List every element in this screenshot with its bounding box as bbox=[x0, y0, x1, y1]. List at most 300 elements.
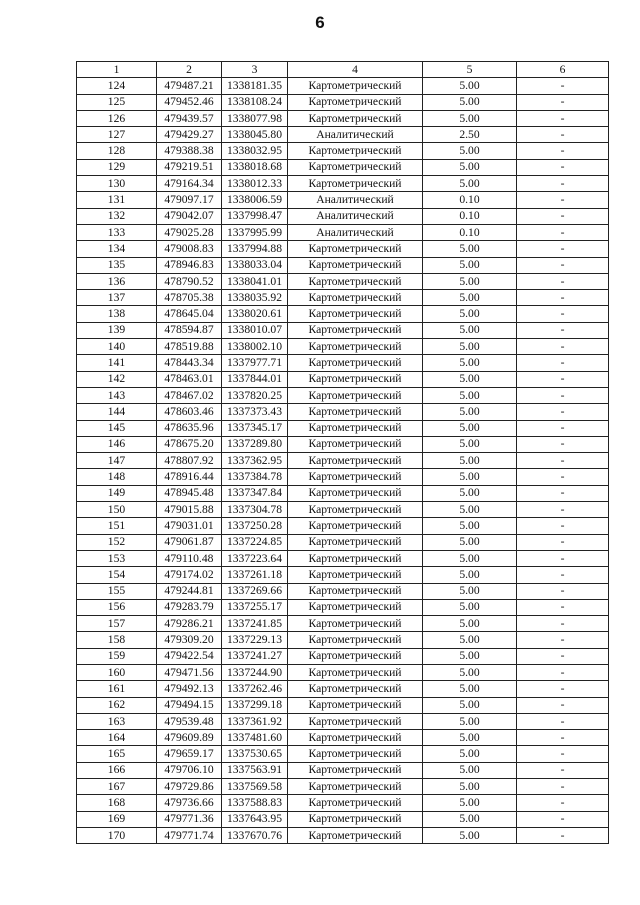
column-header-6: 6 bbox=[517, 62, 609, 78]
cell-accuracy: 5.00 bbox=[423, 387, 517, 403]
cell-method: Аналитический bbox=[288, 192, 423, 208]
cell-point-number: 144 bbox=[77, 404, 157, 420]
cell-accuracy: 5.00 bbox=[423, 583, 517, 599]
cell-method: Картометрический bbox=[288, 159, 423, 175]
cell-point-number: 143 bbox=[77, 387, 157, 403]
cell-y-coordinate: 1337563.91 bbox=[222, 762, 288, 778]
cell-y-coordinate: 1337481.60 bbox=[222, 730, 288, 746]
table-row bbox=[77, 616, 609, 632]
cell-accuracy: 5.00 bbox=[423, 648, 517, 664]
cell-note: - bbox=[517, 485, 609, 501]
cell-method: Аналитический bbox=[288, 127, 423, 143]
cell-point-number: 139 bbox=[77, 322, 157, 338]
cell-x-coordinate: 478467.02 bbox=[157, 387, 222, 403]
table-row bbox=[77, 404, 609, 420]
cell-accuracy: 5.00 bbox=[423, 697, 517, 713]
table-row bbox=[77, 453, 609, 469]
cell-method: Картометрический bbox=[288, 550, 423, 566]
page-number: 6 bbox=[315, 13, 325, 32]
cell-point-number: 140 bbox=[77, 339, 157, 355]
cell-y-coordinate: 1337362.95 bbox=[222, 453, 288, 469]
cell-x-coordinate: 478790.52 bbox=[157, 273, 222, 289]
cell-accuracy: 5.00 bbox=[423, 713, 517, 729]
cell-accuracy: 5.00 bbox=[423, 339, 517, 355]
cell-accuracy: 5.00 bbox=[423, 567, 517, 583]
cell-y-coordinate: 1338033.04 bbox=[222, 257, 288, 273]
cell-note: - bbox=[517, 208, 609, 224]
table-row bbox=[77, 241, 609, 257]
cell-y-coordinate: 1338181.35 bbox=[222, 78, 288, 94]
cell-x-coordinate: 479283.79 bbox=[157, 599, 222, 615]
table-row bbox=[77, 159, 609, 175]
cell-note: - bbox=[517, 795, 609, 811]
cell-accuracy: 5.00 bbox=[423, 518, 517, 534]
cell-note: - bbox=[517, 290, 609, 306]
cell-point-number: 158 bbox=[77, 632, 157, 648]
cell-note: - bbox=[517, 78, 609, 94]
cell-point-number: 147 bbox=[77, 453, 157, 469]
cell-y-coordinate: 1337262.46 bbox=[222, 681, 288, 697]
cell-point-number: 128 bbox=[77, 143, 157, 159]
cell-accuracy: 5.00 bbox=[423, 78, 517, 94]
table-row bbox=[77, 550, 609, 566]
cell-method: Аналитический bbox=[288, 224, 423, 240]
cell-y-coordinate: 1337820.25 bbox=[222, 387, 288, 403]
cell-x-coordinate: 479286.21 bbox=[157, 616, 222, 632]
cell-method: Картометрический bbox=[288, 534, 423, 550]
table-row bbox=[77, 224, 609, 240]
cell-x-coordinate: 479008.83 bbox=[157, 241, 222, 257]
cell-accuracy: 5.00 bbox=[423, 827, 517, 843]
cell-point-number: 156 bbox=[77, 599, 157, 615]
cell-y-coordinate: 1337255.17 bbox=[222, 599, 288, 615]
table-row bbox=[77, 762, 609, 778]
cell-note: - bbox=[517, 273, 609, 289]
table-row bbox=[77, 176, 609, 192]
cell-note: - bbox=[517, 322, 609, 338]
cell-x-coordinate: 478916.44 bbox=[157, 469, 222, 485]
cell-x-coordinate: 479110.48 bbox=[157, 550, 222, 566]
cell-accuracy: 5.00 bbox=[423, 94, 517, 110]
table-row bbox=[77, 78, 609, 94]
table-row bbox=[77, 355, 609, 371]
cell-y-coordinate: 1337670.76 bbox=[222, 827, 288, 843]
table-row bbox=[77, 730, 609, 746]
cell-method: Картометрический bbox=[288, 143, 423, 159]
table-row bbox=[77, 567, 609, 583]
cell-x-coordinate: 478945.48 bbox=[157, 485, 222, 501]
cell-method: Картометрический bbox=[288, 648, 423, 664]
cell-note: - bbox=[517, 339, 609, 355]
cell-y-coordinate: 1337373.43 bbox=[222, 404, 288, 420]
cell-y-coordinate: 1338045.80 bbox=[222, 127, 288, 143]
cell-y-coordinate: 1337977.71 bbox=[222, 355, 288, 371]
table-row bbox=[77, 502, 609, 518]
cell-y-coordinate: 1337244.90 bbox=[222, 664, 288, 680]
cell-x-coordinate: 479061.87 bbox=[157, 534, 222, 550]
cell-method: Картометрический bbox=[288, 827, 423, 843]
cell-y-coordinate: 1337223.64 bbox=[222, 550, 288, 566]
cell-accuracy: 5.00 bbox=[423, 110, 517, 126]
cell-point-number: 154 bbox=[77, 567, 157, 583]
cell-method: Картометрический bbox=[288, 485, 423, 501]
cell-x-coordinate: 479244.81 bbox=[157, 583, 222, 599]
cell-accuracy: 0.10 bbox=[423, 208, 517, 224]
cell-method: Картометрический bbox=[288, 339, 423, 355]
cell-x-coordinate: 478635.96 bbox=[157, 420, 222, 436]
cell-method: Картометрический bbox=[288, 355, 423, 371]
cell-accuracy: 5.00 bbox=[423, 664, 517, 680]
cell-method: Аналитический bbox=[288, 208, 423, 224]
cell-point-number: 152 bbox=[77, 534, 157, 550]
column-header-2: 2 bbox=[157, 62, 222, 78]
cell-method: Картометрический bbox=[288, 795, 423, 811]
cell-x-coordinate: 479174.02 bbox=[157, 567, 222, 583]
cell-y-coordinate: 1338010.07 bbox=[222, 322, 288, 338]
cell-method: Картометрический bbox=[288, 176, 423, 192]
cell-method: Картометрический bbox=[288, 420, 423, 436]
cell-point-number: 142 bbox=[77, 371, 157, 387]
cell-method: Картометрический bbox=[288, 583, 423, 599]
table-row bbox=[77, 779, 609, 795]
table-row bbox=[77, 339, 609, 355]
cell-note: - bbox=[517, 224, 609, 240]
cell-x-coordinate: 479031.01 bbox=[157, 518, 222, 534]
table-row bbox=[77, 795, 609, 811]
cell-note: - bbox=[517, 681, 609, 697]
cell-point-number: 164 bbox=[77, 730, 157, 746]
table-row bbox=[77, 811, 609, 827]
cell-point-number: 137 bbox=[77, 290, 157, 306]
cell-accuracy: 5.00 bbox=[423, 290, 517, 306]
cell-y-coordinate: 1337224.85 bbox=[222, 534, 288, 550]
cell-accuracy: 5.00 bbox=[423, 355, 517, 371]
cell-method: Картометрический bbox=[288, 518, 423, 534]
cell-x-coordinate: 479422.54 bbox=[157, 648, 222, 664]
cell-x-coordinate: 479659.17 bbox=[157, 746, 222, 762]
cell-accuracy: 5.00 bbox=[423, 143, 517, 159]
cell-note: - bbox=[517, 550, 609, 566]
cell-x-coordinate: 478675.20 bbox=[157, 436, 222, 452]
table-row bbox=[77, 599, 609, 615]
cell-method: Картометрический bbox=[288, 713, 423, 729]
cell-point-number: 129 bbox=[77, 159, 157, 175]
cell-point-number: 153 bbox=[77, 550, 157, 566]
cell-note: - bbox=[517, 176, 609, 192]
cell-note: - bbox=[517, 730, 609, 746]
cell-y-coordinate: 1338006.59 bbox=[222, 192, 288, 208]
cell-accuracy: 5.00 bbox=[423, 436, 517, 452]
cell-point-number: 133 bbox=[77, 224, 157, 240]
table-row bbox=[77, 436, 609, 452]
table-row bbox=[77, 664, 609, 680]
table-row bbox=[77, 257, 609, 273]
cell-accuracy: 5.00 bbox=[423, 453, 517, 469]
table-row bbox=[77, 827, 609, 843]
cell-point-number: 168 bbox=[77, 795, 157, 811]
table-row bbox=[77, 713, 609, 729]
table-row bbox=[77, 469, 609, 485]
cell-method: Картометрический bbox=[288, 78, 423, 94]
cell-note: - bbox=[517, 518, 609, 534]
cell-y-coordinate: 1338041.01 bbox=[222, 273, 288, 289]
cell-method: Картометрический bbox=[288, 322, 423, 338]
cell-x-coordinate: 478443.34 bbox=[157, 355, 222, 371]
cell-accuracy: 5.00 bbox=[423, 306, 517, 322]
cell-x-coordinate: 479736.66 bbox=[157, 795, 222, 811]
cell-point-number: 169 bbox=[77, 811, 157, 827]
cell-accuracy: 5.00 bbox=[423, 779, 517, 795]
cell-x-coordinate: 479388.38 bbox=[157, 143, 222, 159]
table-row bbox=[77, 648, 609, 664]
cell-y-coordinate: 1337995.99 bbox=[222, 224, 288, 240]
cell-x-coordinate: 478603.46 bbox=[157, 404, 222, 420]
cell-method: Картометрический bbox=[288, 632, 423, 648]
table-row bbox=[77, 192, 609, 208]
cell-method: Картометрический bbox=[288, 616, 423, 632]
cell-accuracy: 0.10 bbox=[423, 192, 517, 208]
cell-note: - bbox=[517, 143, 609, 159]
cell-point-number: 166 bbox=[77, 762, 157, 778]
cell-x-coordinate: 478594.87 bbox=[157, 322, 222, 338]
cell-accuracy: 5.00 bbox=[423, 485, 517, 501]
column-header-3: 3 bbox=[222, 62, 288, 78]
cell-point-number: 135 bbox=[77, 257, 157, 273]
cell-note: - bbox=[517, 648, 609, 664]
cell-accuracy: 5.00 bbox=[423, 159, 517, 175]
table-row bbox=[77, 387, 609, 403]
cell-method: Картометрический bbox=[288, 371, 423, 387]
cell-y-coordinate: 1338002.10 bbox=[222, 339, 288, 355]
cell-note: - bbox=[517, 127, 609, 143]
cell-method: Картометрический bbox=[288, 697, 423, 713]
cell-y-coordinate: 1337998.47 bbox=[222, 208, 288, 224]
cell-accuracy: 0.10 bbox=[423, 224, 517, 240]
cell-accuracy: 5.00 bbox=[423, 176, 517, 192]
table-row bbox=[77, 746, 609, 762]
cell-point-number: 150 bbox=[77, 502, 157, 518]
cell-method: Картометрический bbox=[288, 779, 423, 795]
cell-point-number: 149 bbox=[77, 485, 157, 501]
cell-note: - bbox=[517, 632, 609, 648]
cell-note: - bbox=[517, 436, 609, 452]
table-row bbox=[77, 94, 609, 110]
cell-x-coordinate: 478705.38 bbox=[157, 290, 222, 306]
cell-accuracy: 5.00 bbox=[423, 420, 517, 436]
cell-accuracy: 5.00 bbox=[423, 681, 517, 697]
cell-y-coordinate: 1338012.33 bbox=[222, 176, 288, 192]
cell-note: - bbox=[517, 110, 609, 126]
cell-method: Картометрический bbox=[288, 567, 423, 583]
cell-note: - bbox=[517, 827, 609, 843]
cell-accuracy: 5.00 bbox=[423, 257, 517, 273]
cell-y-coordinate: 1337289.80 bbox=[222, 436, 288, 452]
cell-note: - bbox=[517, 713, 609, 729]
cell-method: Картометрический bbox=[288, 436, 423, 452]
cell-accuracy: 5.00 bbox=[423, 371, 517, 387]
cell-note: - bbox=[517, 469, 609, 485]
cell-point-number: 127 bbox=[77, 127, 157, 143]
cell-y-coordinate: 1337361.92 bbox=[222, 713, 288, 729]
column-header-1: 1 bbox=[77, 62, 157, 78]
cell-note: - bbox=[517, 387, 609, 403]
table-row bbox=[77, 420, 609, 436]
table-row bbox=[77, 290, 609, 306]
cell-x-coordinate: 479729.86 bbox=[157, 779, 222, 795]
cell-accuracy: 5.00 bbox=[423, 273, 517, 289]
cell-point-number: 162 bbox=[77, 697, 157, 713]
cell-method: Картометрический bbox=[288, 664, 423, 680]
cell-method: Картометрический bbox=[288, 257, 423, 273]
cell-note: - bbox=[517, 355, 609, 371]
cell-note: - bbox=[517, 159, 609, 175]
cell-y-coordinate: 1337241.27 bbox=[222, 648, 288, 664]
cell-method: Картометрический bbox=[288, 273, 423, 289]
cell-y-coordinate: 1337844.01 bbox=[222, 371, 288, 387]
cell-x-coordinate: 479494.15 bbox=[157, 697, 222, 713]
cell-note: - bbox=[517, 811, 609, 827]
cell-x-coordinate: 479771.36 bbox=[157, 811, 222, 827]
cell-note: - bbox=[517, 697, 609, 713]
cell-x-coordinate: 479164.34 bbox=[157, 176, 222, 192]
cell-accuracy: 5.00 bbox=[423, 730, 517, 746]
cell-x-coordinate: 479097.17 bbox=[157, 192, 222, 208]
cell-x-coordinate: 479439.57 bbox=[157, 110, 222, 126]
cell-point-number: 145 bbox=[77, 420, 157, 436]
table-row bbox=[77, 110, 609, 126]
column-header-4: 4 bbox=[288, 62, 423, 78]
cell-y-coordinate: 1337994.88 bbox=[222, 241, 288, 257]
cell-method: Картометрический bbox=[288, 453, 423, 469]
cell-y-coordinate: 1338108.24 bbox=[222, 94, 288, 110]
cell-x-coordinate: 478807.92 bbox=[157, 453, 222, 469]
cell-x-coordinate: 479492.13 bbox=[157, 681, 222, 697]
cell-accuracy: 5.00 bbox=[423, 322, 517, 338]
cell-note: - bbox=[517, 404, 609, 420]
cell-accuracy: 2.50 bbox=[423, 127, 517, 143]
cell-y-coordinate: 1337269.66 bbox=[222, 583, 288, 599]
cell-x-coordinate: 479609.89 bbox=[157, 730, 222, 746]
cell-y-coordinate: 1337345.17 bbox=[222, 420, 288, 436]
cell-point-number: 136 bbox=[77, 273, 157, 289]
cell-x-coordinate: 479487.21 bbox=[157, 78, 222, 94]
cell-point-number: 125 bbox=[77, 94, 157, 110]
cell-x-coordinate: 479015.88 bbox=[157, 502, 222, 518]
cell-x-coordinate: 479219.51 bbox=[157, 159, 222, 175]
cell-accuracy: 5.00 bbox=[423, 632, 517, 648]
cell-method: Картометрический bbox=[288, 681, 423, 697]
cell-y-coordinate: 1337588.83 bbox=[222, 795, 288, 811]
cell-point-number: 157 bbox=[77, 616, 157, 632]
cell-point-number: 159 bbox=[77, 648, 157, 664]
cell-point-number: 170 bbox=[77, 827, 157, 843]
cell-x-coordinate: 479471.56 bbox=[157, 664, 222, 680]
cell-point-number: 134 bbox=[77, 241, 157, 257]
cell-point-number: 160 bbox=[77, 664, 157, 680]
cell-note: - bbox=[517, 502, 609, 518]
cell-point-number: 138 bbox=[77, 306, 157, 322]
cell-method: Картометрический bbox=[288, 746, 423, 762]
cell-point-number: 130 bbox=[77, 176, 157, 192]
cell-note: - bbox=[517, 616, 609, 632]
cell-accuracy: 5.00 bbox=[423, 534, 517, 550]
cell-y-coordinate: 1337384.78 bbox=[222, 469, 288, 485]
coordinates-table bbox=[76, 61, 609, 844]
cell-x-coordinate: 479706.10 bbox=[157, 762, 222, 778]
cell-point-number: 131 bbox=[77, 192, 157, 208]
cell-accuracy: 5.00 bbox=[423, 404, 517, 420]
cell-method: Картометрический bbox=[288, 290, 423, 306]
cell-x-coordinate: 478946.83 bbox=[157, 257, 222, 273]
cell-y-coordinate: 1337261.18 bbox=[222, 567, 288, 583]
cell-note: - bbox=[517, 241, 609, 257]
cell-y-coordinate: 1337643.95 bbox=[222, 811, 288, 827]
cell-accuracy: 5.00 bbox=[423, 502, 517, 518]
cell-point-number: 124 bbox=[77, 78, 157, 94]
cell-x-coordinate: 478519.88 bbox=[157, 339, 222, 355]
cell-x-coordinate: 479452.46 bbox=[157, 94, 222, 110]
cell-point-number: 167 bbox=[77, 779, 157, 795]
cell-y-coordinate: 1337530.65 bbox=[222, 746, 288, 762]
cell-note: - bbox=[517, 534, 609, 550]
cell-method: Картометрический bbox=[288, 241, 423, 257]
cell-x-coordinate: 479771.74 bbox=[157, 827, 222, 843]
cell-x-coordinate: 479539.48 bbox=[157, 713, 222, 729]
cell-point-number: 141 bbox=[77, 355, 157, 371]
cell-note: - bbox=[517, 94, 609, 110]
table-row bbox=[77, 583, 609, 599]
cell-point-number: 161 bbox=[77, 681, 157, 697]
cell-note: - bbox=[517, 306, 609, 322]
cell-accuracy: 5.00 bbox=[423, 550, 517, 566]
cell-method: Картометрический bbox=[288, 306, 423, 322]
cell-method: Картометрический bbox=[288, 762, 423, 778]
table-row bbox=[77, 534, 609, 550]
cell-y-coordinate: 1337250.28 bbox=[222, 518, 288, 534]
cell-accuracy: 5.00 bbox=[423, 811, 517, 827]
table-row bbox=[77, 485, 609, 501]
table-row bbox=[77, 127, 609, 143]
cell-y-coordinate: 1337299.18 bbox=[222, 697, 288, 713]
cell-y-coordinate: 1338035.92 bbox=[222, 290, 288, 306]
cell-method: Картометрический bbox=[288, 730, 423, 746]
cell-note: - bbox=[517, 192, 609, 208]
cell-method: Картометрический bbox=[288, 94, 423, 110]
cell-accuracy: 5.00 bbox=[423, 616, 517, 632]
cell-note: - bbox=[517, 583, 609, 599]
cell-note: - bbox=[517, 371, 609, 387]
table-row bbox=[77, 322, 609, 338]
cell-x-coordinate: 479309.20 bbox=[157, 632, 222, 648]
table-body bbox=[77, 78, 609, 844]
cell-method: Картометрический bbox=[288, 599, 423, 615]
cell-note: - bbox=[517, 453, 609, 469]
cell-x-coordinate: 478463.01 bbox=[157, 371, 222, 387]
cell-point-number: 146 bbox=[77, 436, 157, 452]
cell-note: - bbox=[517, 599, 609, 615]
table-row bbox=[77, 208, 609, 224]
cell-method: Картометрический bbox=[288, 502, 423, 518]
cell-note: - bbox=[517, 420, 609, 436]
cell-x-coordinate: 479429.27 bbox=[157, 127, 222, 143]
cell-point-number: 163 bbox=[77, 713, 157, 729]
header-row bbox=[77, 62, 609, 78]
cell-point-number: 165 bbox=[77, 746, 157, 762]
table-row bbox=[77, 632, 609, 648]
cell-accuracy: 5.00 bbox=[423, 599, 517, 615]
cell-accuracy: 5.00 bbox=[423, 795, 517, 811]
cell-note: - bbox=[517, 567, 609, 583]
